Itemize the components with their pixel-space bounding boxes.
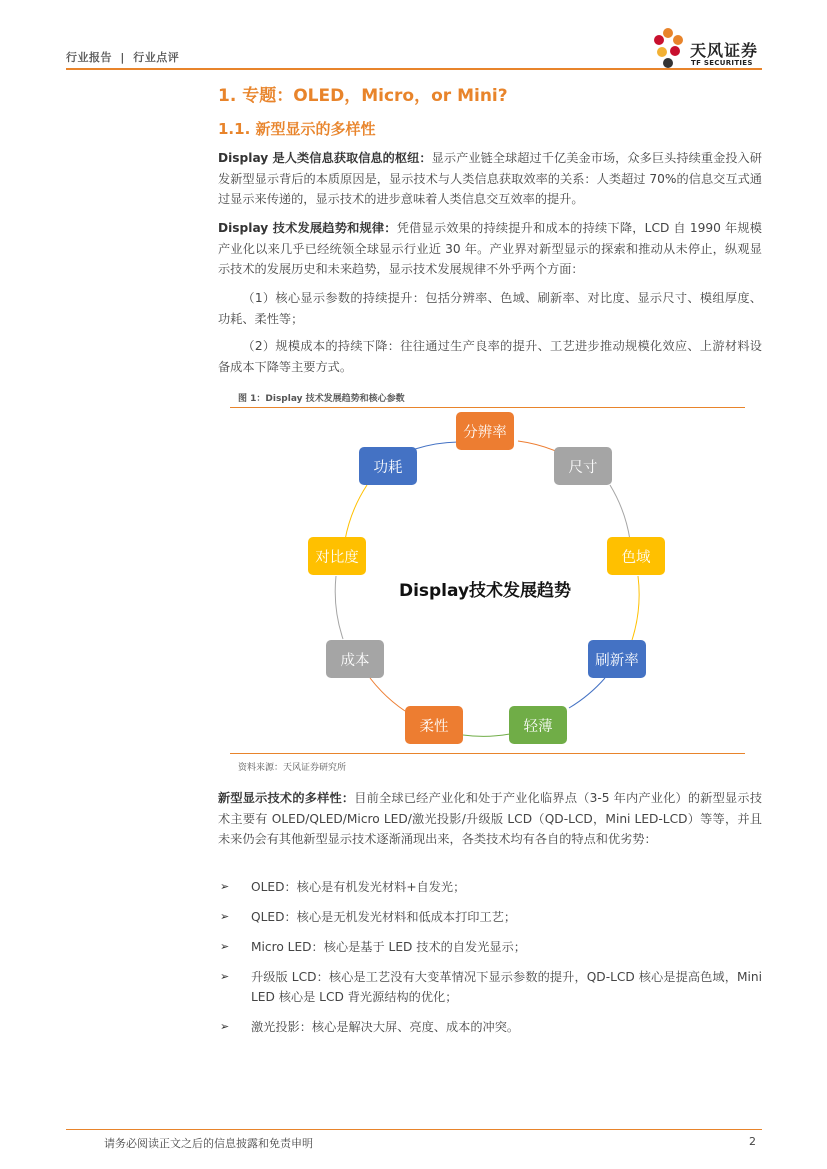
header-divider bbox=[66, 68, 762, 70]
node-label: 轻薄 bbox=[523, 718, 553, 735]
node-label: 对比度 bbox=[315, 549, 359, 566]
section-title: 1. 专题：OLED，Micro，or Mini? bbox=[218, 86, 508, 106]
arrow-bullet-icon: ➢ bbox=[220, 940, 230, 953]
list-item-text: OLED：核心是有机发光材料+自发光； bbox=[251, 880, 466, 894]
list-item-text: Micro LED：核心是基于 LED 技术的自发光显示； bbox=[251, 940, 526, 954]
logo-text-cn: 天风证券 bbox=[690, 41, 759, 60]
arrow-bullet-icon: ➢ bbox=[220, 970, 230, 983]
paragraph-tech-trend bbox=[218, 218, 762, 280]
arrow-bullet-icon: ➢ bbox=[220, 880, 230, 893]
node-refresh-rate bbox=[588, 640, 646, 678]
node-label: 柔性 bbox=[419, 718, 449, 735]
paragraph-lead: Display 技术发展趋势和规律： bbox=[218, 221, 397, 235]
header-separator: | bbox=[120, 51, 125, 64]
category-label: 行业报告 bbox=[66, 51, 112, 64]
arrow-bullet-icon: ➢ bbox=[220, 1020, 230, 1033]
list-item bbox=[218, 937, 762, 957]
figure-bottom-rule bbox=[230, 753, 745, 754]
logo-flower-icon bbox=[652, 26, 688, 70]
list-item bbox=[218, 1017, 762, 1037]
node-resolution bbox=[456, 412, 514, 450]
report-category bbox=[66, 49, 179, 65]
paragraph-lead: 新型显示技术的多样性： bbox=[218, 791, 355, 805]
display-trend-diagram bbox=[230, 408, 745, 753]
paragraph-display-hub bbox=[218, 148, 762, 210]
list-item bbox=[218, 877, 762, 897]
list-item-text: 升级版 LCD：核心是工艺没有大变革情况下显示参数的提升，QD-LCD 核心是提高色域，Mini LED 核心是 LCD 背光源结构的优化； bbox=[251, 970, 762, 1004]
paragraph-diversity bbox=[218, 788, 762, 850]
paragraph-core-params: （1）核心显示参数的持续提升：包括分辨率、色域、刷新率、对比度、显示尺寸、模组厚度、功耗、柔性等； bbox=[218, 291, 762, 326]
node-color-gamut bbox=[607, 537, 665, 575]
tech-bullet-list bbox=[218, 877, 762, 1047]
page-number: 2 bbox=[749, 1135, 756, 1148]
footer-disclaimer: 请务必阅读正文之后的信息披露和免责申明 bbox=[104, 1137, 313, 1150]
node-size bbox=[554, 447, 612, 485]
node-thinness bbox=[509, 706, 567, 744]
list-item-text: 激光投影：核心是解决大屏、亮度、成本的冲突。 bbox=[251, 1020, 520, 1034]
footer-divider bbox=[66, 1129, 762, 1130]
figure-source: 资料来源：天风证券研究所 bbox=[238, 763, 347, 773]
paragraph-lead: Display 是人类信息获取信息的枢纽： bbox=[218, 151, 432, 165]
diagram-center-title: Display技术发展趋势 bbox=[398, 581, 572, 601]
node-power bbox=[359, 447, 417, 485]
node-label: 色域 bbox=[621, 549, 651, 566]
arrow-bullet-icon: ➢ bbox=[220, 910, 230, 923]
logo-text-en: TF SECURITIES bbox=[691, 59, 753, 67]
node-label: 刷新率 bbox=[595, 652, 639, 669]
paragraph-body: 目前全球已经产业化和处于产业化临界点（3-5 年内产业化）的新型显示技术主要有 OLED/QLED/Micro LED/激光投影/升级版 LCD（QD-LCD，Mini LED-LCD）等等，并且未来仍会有其他新型显示技术逐渐涌现出来，各类技术均有各自的特点和优劣势： bbox=[218, 791, 763, 846]
list-item bbox=[218, 907, 762, 927]
figure-title: 图 1：Display 技术发展趋势和核心参数 bbox=[238, 394, 405, 404]
node-contrast bbox=[308, 537, 366, 575]
tf-securities-logo bbox=[652, 26, 767, 70]
subcategory-label: 行业点评 bbox=[133, 51, 180, 64]
node-flexibility bbox=[405, 706, 463, 744]
list-item bbox=[218, 967, 762, 1007]
paragraph-cost-decline: （2）规模成本的持续下降：往往通过生产良率的提升、工艺进步推动规模化效应、上游材料设备成本下降等主要方式。 bbox=[218, 339, 762, 374]
node-label: 尺寸 bbox=[568, 459, 598, 476]
list-item-text: QLED：核心是无机发光材料和低成本打印工艺； bbox=[251, 910, 517, 924]
paragraph-body: 显示产业链全球超过千亿美金市场，众多巨头持续重金投入研发新型显示背后的本质原因是，显示技术与人类信息获取效率的关系：人类超过 70%的信息交互式通过显示来传递的，显示技术的进步意味着人类信息交互效率的提升。 bbox=[218, 151, 762, 206]
node-cost bbox=[326, 640, 384, 678]
node-label: 功耗 bbox=[373, 459, 403, 476]
paragraph-body: 凭借显示效果的持续提升和成本的持续下降，LCD 自 1990 年规模产业化以来几乎已经统领全球显示行业近 30 年。产业界对新型显示的探索和推动从未停止，纵观显示技术的发展历史和未来趋势，显示技术发展规律不外乎两个方面： bbox=[218, 221, 762, 276]
node-label: 分辨率 bbox=[463, 424, 507, 441]
section-subtitle: 1.1. 新型显示的多样性 bbox=[218, 120, 376, 138]
node-label: 成本 bbox=[340, 652, 370, 669]
